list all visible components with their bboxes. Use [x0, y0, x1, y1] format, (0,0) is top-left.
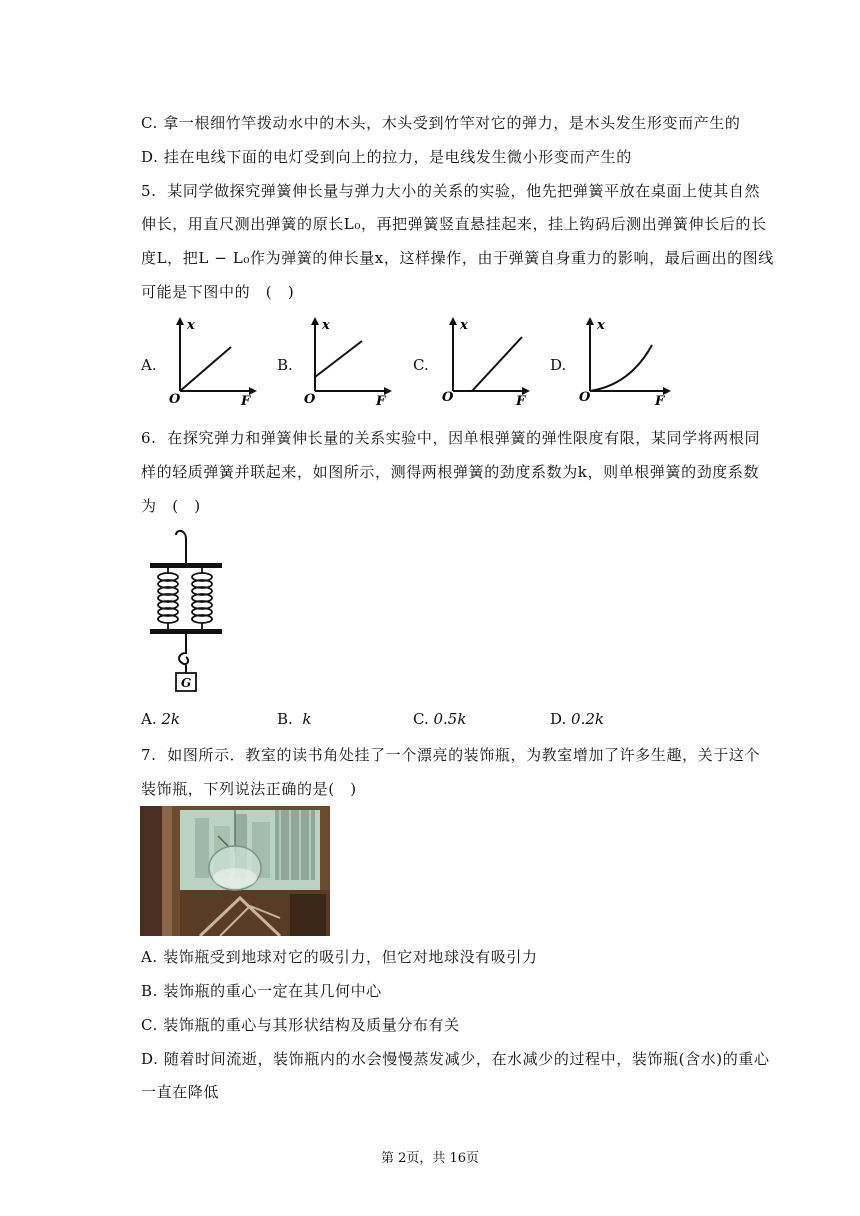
graph-a-line [180, 347, 231, 391]
top-bar [150, 563, 222, 568]
parallel-springs-diagram [146, 527, 226, 697]
q6-line-1: 6. 在探究弹力和弹簧伸长量的关系实验中，因单根弹簧的弹性限度有限，某同学将两根同 [141, 429, 761, 447]
right-spring [192, 568, 212, 629]
q5-graph-b [300, 315, 395, 407]
q5-option-d-label: D. [550, 356, 567, 374]
q5-line-2: 伸长，用直尺测出弹簧的原长L₀，再把弹簧竖直悬挂起来，挂上钩码后测出弹簧伸长后的长 [141, 215, 767, 233]
bottom-hook [179, 634, 188, 664]
graph-d-curve [590, 345, 652, 391]
q6-option-a: A. 2k [141, 710, 181, 728]
origin-label: O [442, 390, 454, 405]
q7-line-1: 7. 如图所示．教室的读书角处挂了一个漂亮的装饰瓶，为教室增加了许多生趣，关于这个 [141, 746, 761, 764]
y-axis-label: x [597, 318, 605, 333]
graph-c-line [472, 337, 522, 391]
page-footer: 第 2页，共 16页 [380, 1151, 480, 1166]
bottom-bar [150, 629, 222, 634]
q6-line-3: 为 ( ) [141, 497, 201, 515]
origin-label: O [304, 392, 316, 407]
q5-graph-a [165, 315, 260, 407]
y-axis-label: x [322, 318, 330, 333]
x-axis-label: F [376, 394, 386, 407]
q4-option-c: C. 拿一根细竹竿拨动水中的木头，木头受到竹竿对它的弹力，是木头发生形变而产生的 [141, 114, 741, 132]
origin-label: O [579, 390, 591, 405]
q5-option-c-label: C. [413, 356, 429, 374]
q5-graph-d [575, 315, 675, 407]
x-axis-label: F [516, 394, 526, 407]
decorative-vase-photo [140, 806, 330, 936]
weight-label: G [181, 676, 192, 690]
q7-option-d-continued: 一直在降低 [141, 1083, 220, 1101]
q7-line-2: 装饰瓶，下列说法正确的是( ) [141, 780, 357, 798]
x-axis-label: F [241, 394, 251, 407]
q6-option-b: B. k [277, 710, 312, 728]
q5-line-4: 可能是下图中的 ( ) [141, 283, 295, 301]
q5-option-a-label: A. [141, 356, 157, 374]
q5-line-3: 度L，把L − L₀作为弹簧的伸长量x，这样操作，由于弹簧自身重力的影响，最后画出的图线 [141, 249, 774, 267]
q7-option-d: D. 随着时间流逝，装饰瓶内的水会慢慢蒸发减少，在水减少的过程中，装饰瓶(含水)的重心 [141, 1050, 770, 1068]
x-axis-label: F [655, 394, 665, 407]
y-axis-label: x [460, 318, 468, 333]
q6-line-2: 样的轻质弹簧并联起来，如图所示，测得两根弹簧的劲度系数为k，则单根弹簧的劲度系数 [141, 463, 760, 481]
q7-option-a: A. 装饰瓶受到地球对它的吸引力，但它对地球没有吸引力 [141, 948, 538, 966]
q4-option-d: D. 挂在电线下面的电灯受到向上的拉力，是电线发生微小形变而产生的 [141, 148, 632, 166]
q6-option-c: C. 0.5k [413, 710, 467, 728]
y-axis-label: x [187, 318, 195, 333]
graph-b-line [315, 341, 362, 377]
origin-label: O [169, 392, 181, 407]
q5-line-1: 5. 某同学做探究弹簧伸长量与弹力大小的关系的实验，他先把弹簧平放在桌面上使其自然 [141, 182, 761, 200]
left-spring [158, 568, 178, 629]
top-hook [176, 531, 186, 563]
q5-option-b-label: B. [277, 356, 293, 374]
q5-graph-c [438, 315, 533, 407]
q7-option-c: C. 装饰瓶的重心与其形状结构及质量分布有关 [141, 1016, 460, 1034]
q7-option-b: B. 装饰瓶的重心一定在其几何中心 [141, 982, 382, 1000]
q6-option-d: D. 0.2k [550, 710, 604, 728]
